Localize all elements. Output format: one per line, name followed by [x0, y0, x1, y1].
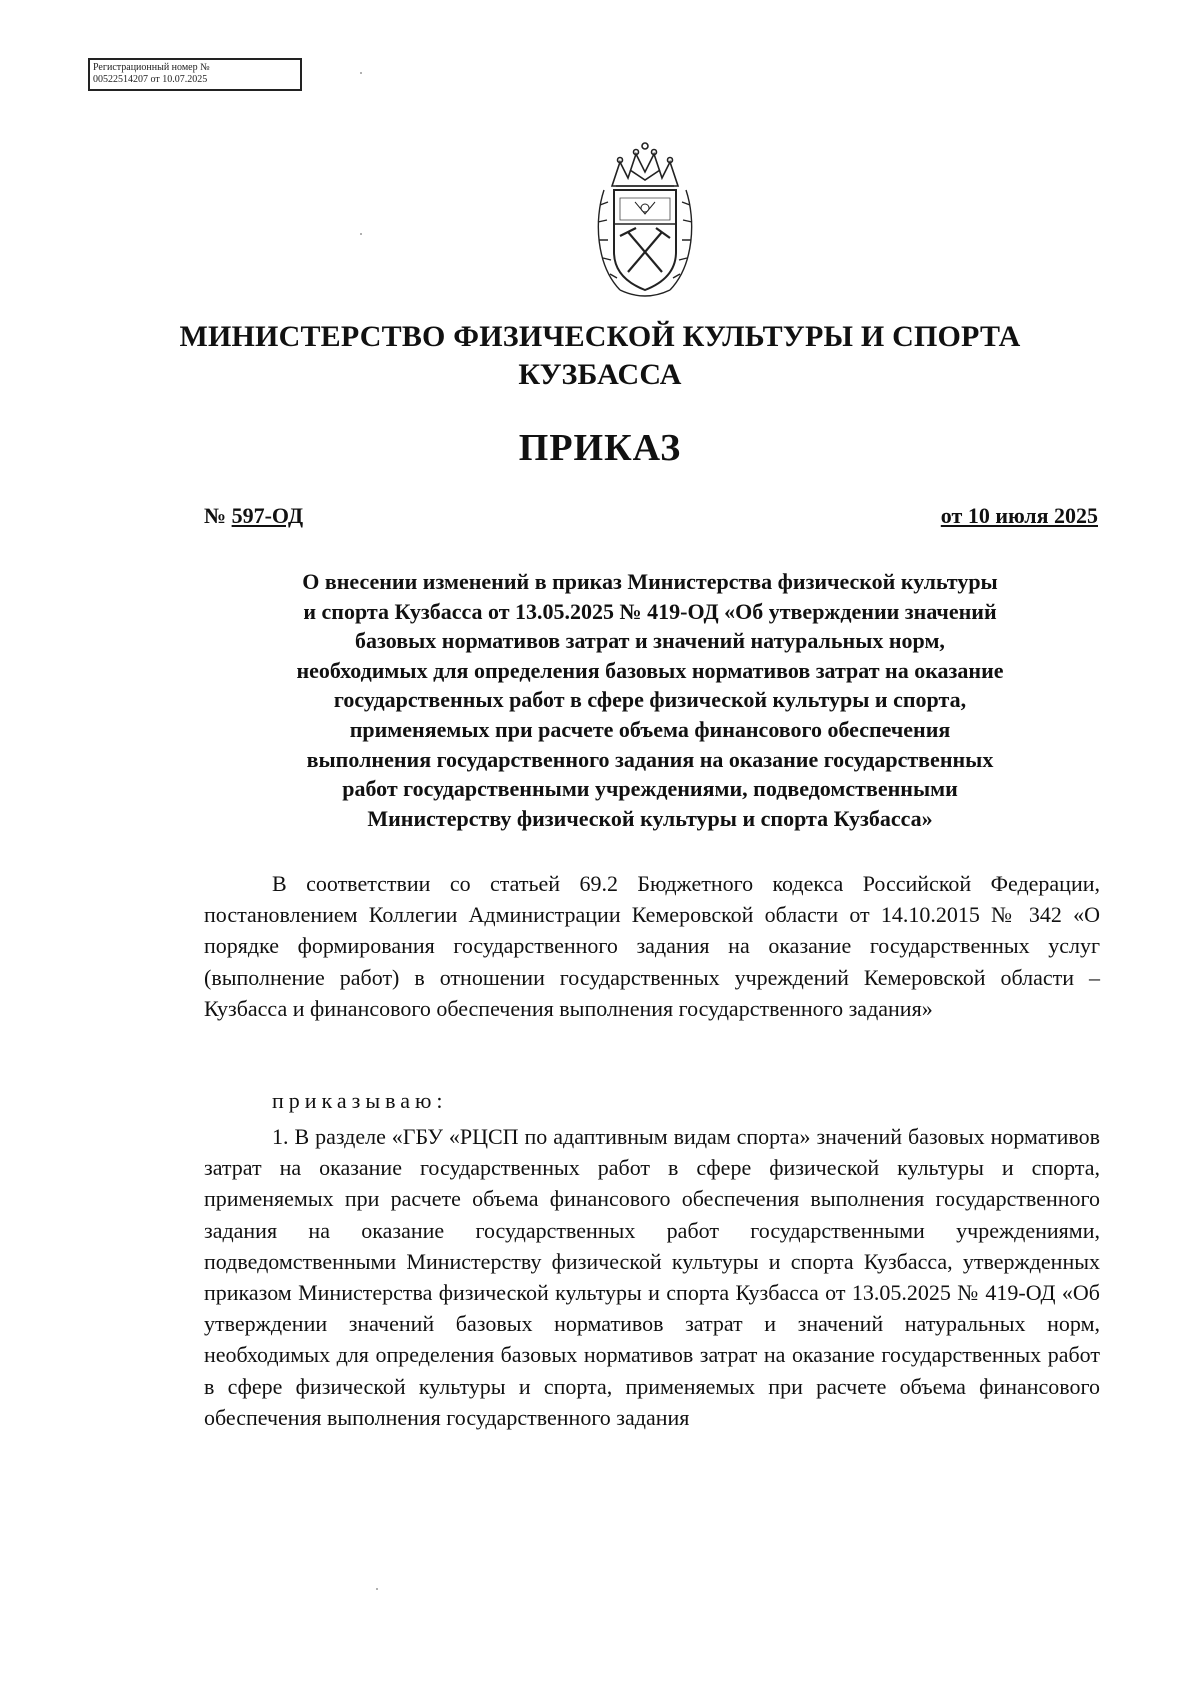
- order-date: от 10 июля 2025: [940, 503, 1098, 528]
- subject-line: Министерству физической культуры и спорта Кузбасса»: [367, 805, 933, 831]
- document-type: ПРИКАЗ: [518, 427, 682, 469]
- subject-line: и спорта Кузбасса от 13.05.2025 № 419-ОД «Об утверждении значений: [303, 598, 997, 624]
- order-number-prefix: №: [204, 503, 232, 528]
- subject-line: базовых нормативов затрат и значений натуральных норм,: [355, 628, 945, 654]
- scan-speck: [360, 72, 362, 74]
- order-number-value: 597-ОД: [231, 503, 304, 528]
- subject-line: необходимых для определения базовых нормативов затрат на оказание: [296, 657, 1004, 683]
- order-word: приказываю:: [272, 1088, 448, 1113]
- registration-label: Регистрационный номер №: [93, 62, 210, 73]
- order-number: [204, 503, 303, 529]
- ministry-name: [150, 318, 1050, 394]
- subject-line: применяемых при расчете объема финансового обеспечения: [349, 716, 951, 742]
- registration-stamp: [88, 58, 302, 91]
- order-subject: [200, 567, 1100, 833]
- ministry-name-line1: МИНИСТЕРСТВО ФИЗИЧЕСКОЙ КУЛЬТУРЫ И СПОРТА: [179, 320, 1021, 353]
- subject-line: государственных работ в сфере физической культуры и спорта,: [333, 687, 967, 713]
- clause-1-paragraph: 1. В разделе «ГБУ «РЦСП по адаптивным видам спорта» значений базовых нормативов затрат на оказание государственных работ в сфере физической культуры и спорта, применяемых при расчете объема финансового обеспечения выполнения государственного задания на оказание государственных работ государственными учреждениями, подведомственными Министерству физической культуры и спорта Кузбасса, утвержденных приказом Министерства физической культуры и спорта Кузбасса от 13.05.2025 № 419-ОД «Об утверждении значений базовых нормативов затрат и значений натуральных норм, необходимых для определения базовых нормативов затрат на оказание государственных работ в сфере физической культуры и спорта, применяемых при расчете объема финансового обеспечения выполнения государственного задания: [204, 1124, 1100, 1430]
- subject-line: работ государственными учреждениями, подведомственными: [342, 776, 958, 802]
- kuzbass-coat-of-arms-icon: [590, 140, 700, 305]
- scan-speck: [360, 233, 362, 235]
- subject-line: выполнения государственного задания на оказание государственных: [306, 746, 994, 772]
- ministry-name-line2: КУЗБАССА: [518, 358, 682, 391]
- scan-speck: [376, 1588, 378, 1590]
- preamble-paragraph: В соответствии со статьей 69.2 Бюджетного кодекса Российской Федерации, постановлением Коллегии Администрации Кемеровской области от 14.10.2015 № 342 «О порядке формирования государственного задания на оказание государственных услуг (выполнение работ) в отношении государственных учреждений Кемеровской области – Кузбасса и финансового обеспечения выполнения государственного задания»: [204, 871, 1100, 1021]
- registration-number: 00522514207 от 10.07.2025: [93, 74, 208, 85]
- subject-line: О внесении изменений в приказ Министерства физической культуры: [302, 569, 998, 594]
